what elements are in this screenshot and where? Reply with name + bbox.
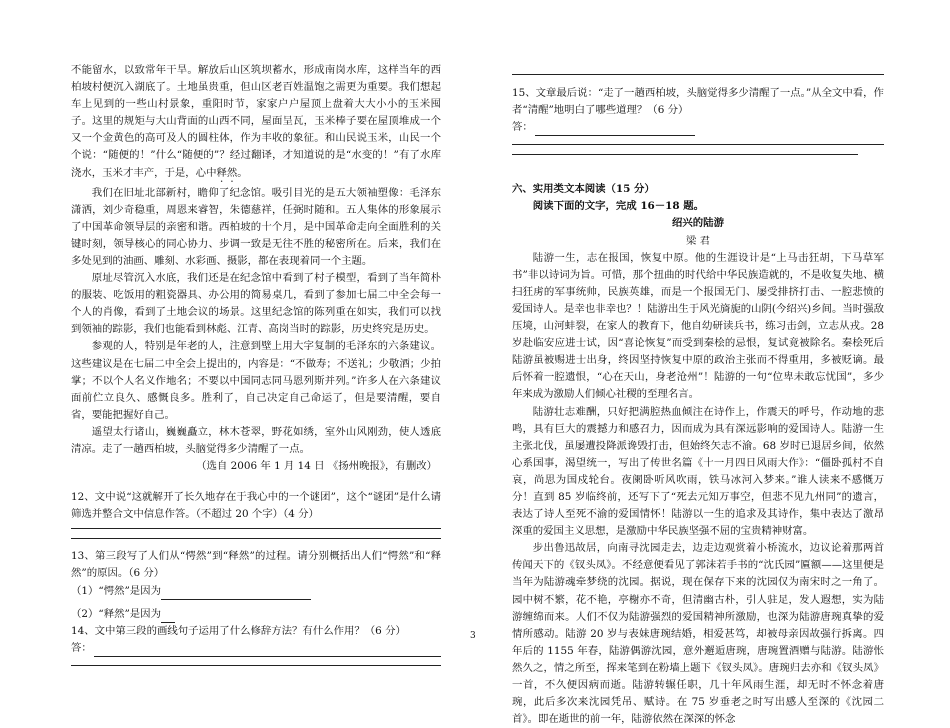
- question-15: 15、文章最后说：“走了一趟西柏坡，头脑觉得多少清醒了一点。”从全文中看，作者“清醒”地明白了哪些道理？（6 分）: [512, 87, 884, 117]
- article-paragraph-1: 陆游一生，志在报国，恢复中原。他的生涯设计是“上马击狂胡，下马草军书”非以诗词为旨。可惜，那个扭曲的时代给中华民族造就的，不是收复失地、横扫狂虏的军事统帅，民族英雄，而是一个报国无门、屡受排挤打击、一腔悲愤的爱国诗人。是幸也非幸也？！陆游出生于风光旖旎的山阴(今绍兴)乡间。当时强敌压境，山河蚌裂，在家人的教育下，他自幼研读兵书，练习击剑，立志从戎。28 岁赴临安应进士试，因“喜论恢复”而受到秦桧的忌恨，复试竟被除名。秦桧死后陆游虽被赐进士出身，终因坚持恢复中原的政治主张而不得重用，多被贬谪。最后怀着一腔遗恨，“心在天山，身老沧州”！陆游的一句“位卑未敢忘忧国”，多少年来成为激励人们倾心社稷的至理名言。: [512, 251, 884, 401]
- answer-row: [71, 640, 441, 657]
- answer-blank[interactable]: [161, 610, 175, 623]
- passage-paragraph-3: 原址尽管沉入水底，我们还是在纪念馆中看到了村子模型，看到了当年简朴的服装、吃饭用的粗瓷器具、办公用的简易桌几，看到了参加七届二中全会每一个人的肖像，看到了土地会议的场景。这里纪念馆的陈列重在如实，我们可以找到领袖的踪影，我们也能看到林彪、江青、高岗当时的踪影，历史终究是历史。: [71, 272, 441, 336]
- section-instruction: 阅读下面的文字，完成 16－18 题。: [532, 200, 705, 213]
- right-column: [512, 62, 884, 728]
- answer-label: 答：: [512, 121, 533, 134]
- answer-blank[interactable]: [161, 587, 311, 600]
- answer-line[interactable]: [535, 122, 695, 136]
- passage-paragraph-1: [71, 62, 441, 185]
- answer-line[interactable]: [71, 665, 441, 666]
- passage-paragraph-2: 我们在旧址北部新村，瞻仰了纪念馆。吸引目光的是五大领袖塑像：毛泽东潇洒，刘少奇稳重，周恩来睿智，朱德慈祥，任弼时随和。五人集体的形象展示了中国革命领导层的亲密和谐。西柏坡的十个月，是中国革命走向全面胜利的关键时刻，领导核心的同心协力、步调一致是无往不胜的秘密所在。后来，我们在多处见到的油画、雕刻、水彩画、摄影，都在表现着同一个主题。: [71, 186, 441, 267]
- passage-paragraph-4: 参观的人，特别是年老的人，注意到壁上用大字复制的毛泽东的六条建议。这些建议是在七届二中全会上提出的，内容是：“不做寿；不送礼；少敬酒；少拍掌；不以个人名义作地名；不要以中国同志同马恩列斯并列。”许多人在六条建议面前伫立良久、感慨良多。胜利了，自己决定自己命运了，但是要清醒，要自省，要能把握好自己。: [71, 340, 441, 421]
- answer-line[interactable]: [512, 74, 884, 75]
- article-paragraph-2: 陆游壮志难酬，只好把满腔热血倾注在诗作上，作震天的呼号，作动地的悲鸣，具有巨大的震撼力和感召力，因而成为具有深远影响的爱国诗人。陆游一生主张北伐，虽屡遭投降派谗毁打击，但始终矢志不渝。68 岁时已退居乡间，依然心系国事，渴望统一，写出了传世名篇《十一月四日风雨大作》：“僵卧孤村不自哀，尚思为国戍轮台。夜阑卧听风吹雨，铁马冰河入梦来。”谁人读来不感慨万分！直到 85 岁临终前，还写下了“死去元知万事空，但悲不见九州同”的遗言，表达了诗人至死不渝的爱国情怀！陆游以一生的追求及其诗作，集中表达了激昂深重的爱国主义思想，是激励中华民族坚强不屈的宝贵精神财富。: [512, 405, 884, 538]
- answer-label: 答：: [71, 641, 92, 654]
- answer-line[interactable]: [512, 144, 884, 145]
- article-paragraph-3: 步出鲁迅故居，向南寻沈园走去，边走边观赏着小桥流水，边议论着那两首传闻天下的《钗头凤》。不经意便看见了郭沫若手书的“沈氏园”匾额——这里便是当年为陆游魂牵梦绕的沈园。据说，现在保存下来的沈园仅为南宋时之一角了。园中树不繁，花不艳，亭榭亦不奇，但清幽古朴，引人驻足，发人遐想，实为陆游缠绵而来。人们不仅为陆游强烈的爱国精神所激励，也深为陆游唐琬真挚的爱情所感动。陆游 20 岁与表妹唐琬结婚，相爱甚笃，却被母亲因故强行拆离。四年后的 1155 年春，陆游偶游沈园，意外邂逅唐琬，唐琬置酒赠与陆游。陆游怅然久之，情之所至，挥来笔到在粉墙上题下《钗头凤》。唐琬归去亦和《钗头凤》一首，不久便因病而逝。陆游转辗任职，几十年风雨生涯，却无时不怀念着唐琬，此后多次来沈园凭吊、赋诗。在 75 岁垂老之时写出感人至深的《沈园二首》。即在逝世的前一年，陆游依然在深深的怀念: [512, 542, 884, 726]
- question-13-part-2-label: （2）“释然”是因为: [71, 607, 161, 620]
- answer-line[interactable]: [512, 154, 858, 155]
- article-title: 绍兴的陆游: [672, 217, 724, 230]
- answer-row: [512, 119, 884, 136]
- answer-line[interactable]: [71, 528, 441, 529]
- answer-line[interactable]: [71, 538, 441, 539]
- question-13-part-2: [71, 606, 441, 623]
- question-13-part-1-label: （1）“愕然”是因为: [71, 584, 161, 597]
- question-14: 14、文中第三段的画线句子运用了什么修辞方法？有什么作用？（6 分）: [71, 624, 406, 637]
- passage-text: 不能留水，以致常年干旱。解放后山区筑坝蓄水，形成南岗水库，这样当年的西柏坡村便沉入湖底了。土地虽贵重，但山区老百姓温饱之需更为重要。我们想起车上见到的一些山村景象，重阳时节，家家户户屋顶上盘着大大小小的玉米囤子。这里的规矩与大山背面的山西不同，屋面呈瓦，玉米棒子要在屋顶堆成一个又一个金黄色的高可及人的圆柱体，作为丰收的象征。和山民说玉米，山民一个个说：“随便的！”什么“随便的”？经过翻译，才知道说的是“水变的！”有了水库浇水，玉米才丰产，于是，心中: [71, 64, 441, 179]
- article-author: 梁 君: [685, 234, 711, 247]
- source-citation: （选自 2006 年 1 月 14 日 《扬州晚报》，有删改）: [196, 460, 437, 473]
- passage-paragraph-5: 遥望太行诸山，巍巍矗立，林木苍翠，野花如绣，室外山风刚劲，使人透底清凉。走了一趟西柏坡，头脑觉得多少清醒了一点。: [71, 425, 441, 455]
- passage-text: 。: [237, 166, 248, 179]
- answer-line[interactable]: [94, 643, 441, 657]
- question-13: 13、第三段写了人们从“愕然”到“释然”的过程。请分别概括出人们“愕然”和“释然”的原因。（6 分）: [71, 550, 441, 580]
- question-12: 12、文中说“这就解开了长久地存在于我心中的一个谜团”，这个“谜团”是什么请筛选并整合文中信息作答。（不超过 20 个字）（4 分）: [71, 491, 441, 521]
- page-number: 3: [470, 631, 476, 641]
- left-column: [71, 62, 441, 675]
- section-heading: 六、实用类文本阅读（15 分）: [512, 183, 655, 196]
- question-13-part-1: [71, 583, 441, 600]
- emphasized-word: 释然: [216, 166, 238, 179]
